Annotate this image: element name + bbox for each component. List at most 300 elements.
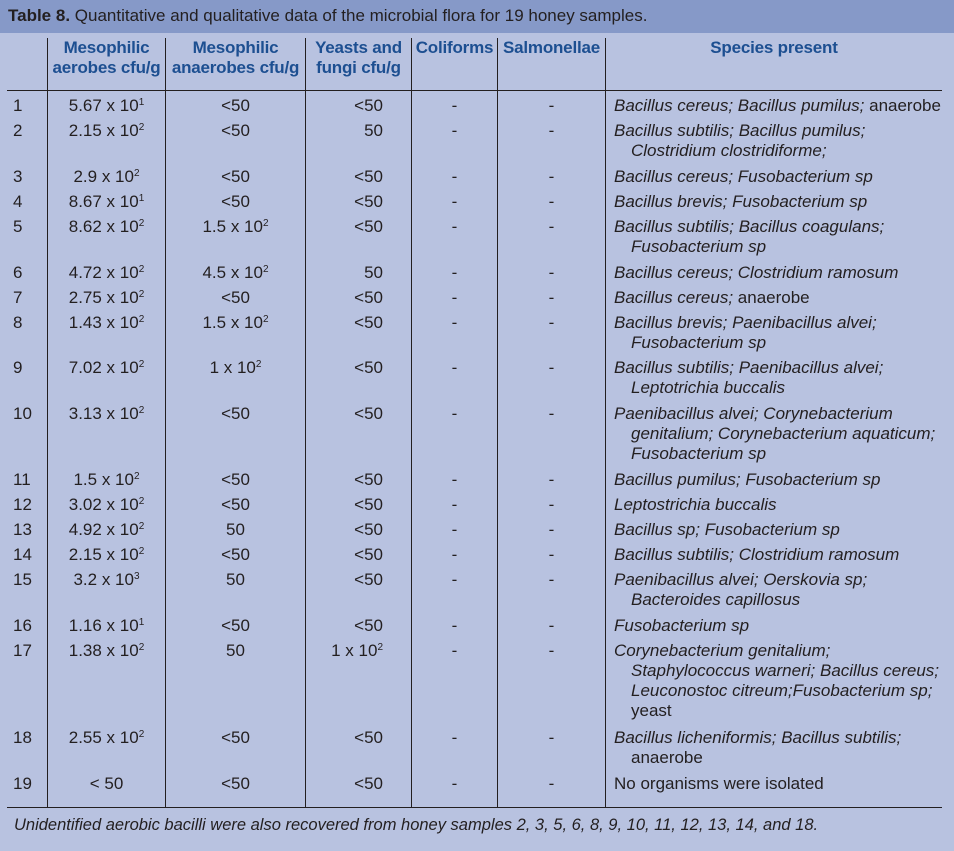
yeasts-fungi-value — [306, 167, 383, 187]
cell-value: 19 — [13, 774, 32, 793]
salmonellae-value — [498, 288, 605, 308]
yeasts-fungi-value — [306, 217, 383, 237]
exponent: 1 — [138, 193, 145, 204]
cell-value: <50 — [354, 404, 383, 423]
cell-value: - — [548, 358, 555, 377]
species-line: Fusobacterium sp — [614, 616, 750, 635]
yeasts-fungi-value — [306, 404, 383, 424]
cell-value: 14 — [13, 545, 32, 564]
cell-value: 2.75 x 10 — [68, 288, 139, 307]
cell-value: - — [451, 313, 458, 332]
cell-value: 1.5 x 10 — [73, 470, 134, 489]
coliforms-value — [412, 96, 497, 116]
cell-value: 2.15 x 10 — [68, 121, 139, 140]
salmonellae-value — [498, 192, 605, 212]
cell-value: - — [548, 217, 555, 236]
mesophilic-anaerobes-value — [166, 520, 305, 540]
species-present — [614, 192, 944, 212]
species-line: Bacillus subtilis; Paenibacillus alvei; — [614, 358, 884, 377]
cell-value: <50 — [221, 774, 250, 793]
mesophilic-anaerobes-value — [166, 263, 305, 283]
salmonellae-value — [498, 470, 605, 490]
exponent: 2 — [138, 122, 145, 133]
cell-value: 16 — [13, 616, 32, 635]
cell-value: 18 — [13, 728, 32, 747]
header-line: Species present — [710, 38, 838, 57]
salmonellae-value — [498, 520, 605, 540]
header-mesophilic-aerobes — [48, 38, 165, 78]
header-line: Mesophilic — [63, 38, 150, 57]
yeasts-fungi-value — [306, 495, 383, 515]
species-present — [614, 570, 944, 610]
cell-value: 1 x 10 — [209, 358, 256, 377]
mesophilic-anaerobes-value — [166, 495, 305, 515]
cell-value: - — [451, 774, 458, 793]
coliforms-value — [412, 288, 497, 308]
cell-value: 2 — [13, 121, 23, 140]
cell-value: 1 x 10 — [331, 641, 378, 660]
coliforms-value — [412, 616, 497, 636]
cell-value: 8 — [13, 313, 23, 332]
species-line: Fusobacterium sp — [631, 237, 767, 256]
cell-value: 1.5 x 10 — [202, 313, 263, 332]
cell-value: <50 — [221, 616, 250, 635]
yeasts-fungi-value — [306, 470, 383, 490]
exponent: 2 — [138, 642, 145, 653]
cell-value: <50 — [354, 358, 383, 377]
cell-value: 17 — [13, 641, 32, 660]
table-caption — [8, 6, 647, 26]
cell-value: - — [548, 263, 555, 282]
species-present — [614, 121, 944, 161]
exponent: 2 — [138, 496, 145, 507]
mesophilic-aerobes-value — [48, 217, 165, 237]
mesophilic-aerobes-value — [48, 520, 165, 540]
exponent: 2 — [138, 289, 145, 300]
exponent: 1 — [138, 97, 145, 108]
yeasts-fungi-value — [306, 313, 383, 333]
cell-value: 3.2 x 10 — [73, 570, 134, 589]
species-present — [614, 263, 944, 283]
cell-value: - — [451, 121, 458, 140]
mesophilic-aerobes-value — [48, 313, 165, 333]
mesophilic-anaerobes-value — [166, 641, 305, 661]
sample-number — [13, 545, 32, 565]
mesophilic-aerobes-value — [48, 470, 165, 490]
sample-number — [13, 288, 22, 308]
exponent: 2 — [138, 405, 145, 416]
mesophilic-aerobes-value — [48, 641, 165, 661]
exponent: 2 — [138, 314, 145, 325]
cell-value: - — [451, 520, 458, 539]
cell-value: 2.15 x 10 — [68, 545, 139, 564]
coliforms-value — [412, 470, 497, 490]
cell-value: - — [548, 728, 555, 747]
exponent: 2 — [262, 218, 269, 229]
species-line: Paenibacillus alvei; Corynebacterium — [614, 404, 893, 423]
header-line: Salmonellae — [502, 38, 600, 57]
species-line: Bacillus cereus; Clostridium ramosum — [614, 263, 899, 282]
exponent: 2 — [133, 471, 140, 482]
header-line: Mesophilic — [192, 38, 279, 57]
cell-value: - — [548, 545, 555, 564]
species-line: Bacillus licheniformis; Bacillus subtilis; — [614, 728, 902, 747]
cell-value: - — [548, 774, 555, 793]
salmonellae-value — [498, 167, 605, 187]
cell-value: - — [548, 96, 555, 115]
cell-value: 50 — [364, 263, 383, 282]
mesophilic-anaerobes-value — [166, 121, 305, 141]
mesophilic-anaerobes-value — [166, 313, 305, 333]
yeasts-fungi-value — [306, 728, 383, 748]
table-label: Table 8. — [8, 6, 71, 25]
sample-number — [13, 616, 32, 636]
cell-value: 8.62 x 10 — [68, 217, 139, 236]
cell-value: 15 — [13, 570, 32, 589]
header-line: anaerobes cfu/g — [171, 58, 300, 77]
exponent: 2 — [377, 642, 383, 653]
species-line: Leptotrichia buccalis — [631, 378, 786, 397]
header-line: fungi cfu/g — [316, 58, 401, 77]
cell-value: 9 — [13, 358, 23, 377]
mesophilic-aerobes-value — [48, 728, 165, 748]
species-present — [614, 616, 944, 636]
species-note: anaerobe — [737, 288, 810, 307]
header-line: Coliforms — [415, 38, 494, 57]
species-present — [614, 217, 944, 257]
salmonellae-value — [498, 217, 605, 237]
cell-value: <50 — [354, 288, 383, 307]
cell-value: <50 — [354, 728, 383, 747]
cell-value: - — [548, 570, 555, 589]
header-line: aerobes cfu/g — [52, 58, 161, 77]
cell-value: 6 — [13, 263, 23, 282]
cell-value: 8.67 x 10 — [68, 192, 139, 211]
exponent: 2 — [133, 168, 140, 179]
coliforms-value — [412, 495, 497, 515]
coliforms-value — [412, 545, 497, 565]
table-footnote: Unidentified aerobic bacilli were also recovered from honey samples 2, 3, 5, 6, 8, 9, 10, 11, 12, 13, 14, and 18. — [14, 816, 819, 834]
cell-value: <50 — [354, 774, 383, 793]
cell-value: 50 — [226, 570, 245, 589]
coliforms-value — [412, 263, 497, 283]
cell-value: 2.9 x 10 — [73, 167, 134, 186]
mesophilic-aerobes-value — [48, 616, 165, 636]
yeasts-fungi-value — [306, 263, 383, 283]
cell-value: <50 — [354, 313, 383, 332]
yeasts-fungi-value — [306, 616, 383, 636]
yeasts-fungi-value — [306, 358, 383, 378]
species-present — [614, 774, 944, 794]
header-salmonellae — [498, 38, 605, 58]
cell-value: <50 — [221, 96, 250, 115]
species-present — [614, 520, 944, 540]
cell-value: - — [548, 192, 555, 211]
species-line: anaerobe — [631, 748, 703, 767]
mesophilic-aerobes-value — [48, 404, 165, 424]
mesophilic-anaerobes-value — [166, 167, 305, 187]
cell-value: 4.92 x 10 — [68, 520, 139, 539]
cell-value: <50 — [221, 545, 250, 564]
salmonellae-value — [498, 728, 605, 748]
cell-value: <50 — [354, 192, 383, 211]
table-caption-bar — [0, 0, 954, 33]
cell-value: 5 — [13, 217, 23, 236]
cell-value: 12 — [13, 495, 32, 514]
sample-number — [13, 495, 32, 515]
exponent: 2 — [138, 359, 145, 370]
salmonellae-value — [498, 263, 605, 283]
species-line: Bacillus cereus; anaerobe — [614, 288, 810, 307]
salmonellae-value — [498, 358, 605, 378]
mesophilic-anaerobes-value — [166, 288, 305, 308]
mesophilic-anaerobes-value — [166, 96, 305, 116]
cell-value: <50 — [221, 470, 250, 489]
mesophilic-aerobes-value — [48, 358, 165, 378]
cell-value: 5.67 x 10 — [68, 96, 139, 115]
species-line: Bacillus pumilus; Fusobacterium sp — [614, 470, 881, 489]
cell-value: - — [548, 404, 555, 423]
table-caption-text: Quantitative and qualitative data of the microbial flora for 19 honey samples. — [74, 6, 648, 25]
species-present — [614, 470, 944, 490]
cell-value: 4 — [13, 192, 23, 211]
cell-value: <50 — [221, 495, 250, 514]
cell-value: <50 — [221, 167, 250, 186]
cell-value: 50 — [364, 121, 383, 140]
cell-value: 13 — [13, 520, 32, 539]
cell-value: 50 — [226, 520, 245, 539]
exponent: 3 — [133, 571, 140, 582]
species-line: Bacillus subtilis; Clostridium ramosum — [614, 545, 900, 564]
species-line: Bacillus brevis; Fusobacterium sp — [614, 192, 868, 211]
cell-value: 1.5 x 10 — [202, 217, 263, 236]
cell-value: - — [548, 167, 555, 186]
cell-value: <50 — [354, 470, 383, 489]
salmonellae-value — [498, 545, 605, 565]
cell-value: - — [451, 728, 458, 747]
cell-value: 2.55 x 10 — [68, 728, 139, 747]
coliforms-value — [412, 217, 497, 237]
cell-value: - — [451, 358, 458, 377]
species-line: Bacillus cereus; Bacillus pumilus; anaerobe — [614, 96, 941, 115]
cell-value: 3.13 x 10 — [68, 404, 139, 423]
cell-value: <50 — [354, 520, 383, 539]
cell-value: - — [451, 263, 458, 282]
cell-value: - — [451, 570, 458, 589]
sample-number — [13, 358, 22, 378]
sample-number — [13, 96, 22, 116]
exponent: 2 — [255, 359, 262, 370]
exponent: 2 — [138, 264, 145, 275]
sample-number — [13, 520, 32, 540]
cell-value: <50 — [221, 121, 250, 140]
salmonellae-value — [498, 641, 605, 661]
exponent: 2 — [262, 264, 269, 275]
yeasts-fungi-value — [306, 774, 383, 794]
yeasts-fungi-value — [306, 545, 383, 565]
cell-value: - — [548, 121, 555, 140]
cell-value: - — [451, 217, 458, 236]
species-line: Bacillus sp; Fusobacterium sp — [614, 520, 840, 539]
sample-number — [13, 728, 32, 748]
yeasts-fungi-value — [306, 641, 383, 661]
species-line: Bacillus subtilis; Bacillus coagulans; — [614, 217, 885, 236]
cell-value: - — [451, 404, 458, 423]
species-present — [614, 96, 944, 116]
sample-number — [13, 404, 32, 424]
mesophilic-aerobes-value — [48, 263, 165, 283]
salmonellae-value — [498, 495, 605, 515]
cell-value: 1.43 x 10 — [68, 313, 139, 332]
cell-value: - — [548, 288, 555, 307]
cell-value: - — [451, 641, 458, 660]
species-line: genitalium; Corynebacterium aquaticum; — [631, 424, 936, 443]
cell-value: 3 — [13, 167, 23, 186]
exponent: 2 — [138, 729, 145, 740]
species-line: Corynebacterium genitalium; — [614, 641, 831, 660]
species-present — [614, 495, 944, 515]
species-present — [614, 167, 944, 187]
header-species-present — [606, 38, 942, 58]
sample-number — [13, 217, 22, 237]
yeasts-fungi-value — [306, 288, 383, 308]
cell-value: < 50 — [89, 774, 124, 793]
mesophilic-anaerobes-value — [166, 192, 305, 212]
cell-value: 7.02 x 10 — [68, 358, 139, 377]
cell-value: <50 — [221, 192, 250, 211]
sample-number — [13, 774, 32, 794]
species-line: Paenibacillus alvei; Oerskovia sp; — [614, 570, 868, 589]
cell-value: - — [451, 470, 458, 489]
cell-value: - — [451, 495, 458, 514]
sample-number — [13, 192, 22, 212]
cell-value: - — [451, 192, 458, 211]
mesophilic-anaerobes-value — [166, 728, 305, 748]
cell-value: <50 — [354, 167, 383, 186]
cell-value: 7 — [13, 288, 23, 307]
coliforms-value — [412, 728, 497, 748]
mesophilic-anaerobes-value — [166, 404, 305, 424]
cell-value: - — [548, 520, 555, 539]
mesophilic-anaerobes-value — [166, 358, 305, 378]
yeasts-fungi-value — [306, 192, 383, 212]
header-mesophilic-anaerobes — [166, 38, 305, 78]
column-divider — [605, 38, 606, 807]
sample-number — [13, 313, 22, 333]
species-note: anaerobe — [869, 96, 941, 115]
salmonellae-value — [498, 96, 605, 116]
cell-value: <50 — [354, 217, 383, 236]
cell-value: 4.5 x 10 — [202, 263, 263, 282]
exponent: 2 — [138, 521, 145, 532]
species-line: Clostridium clostridiforme; — [631, 141, 827, 160]
cell-value: <50 — [221, 404, 250, 423]
coliforms-value — [412, 404, 497, 424]
coliforms-value — [412, 774, 497, 794]
species-line: Bacteroides capillosus — [631, 590, 801, 609]
cell-value: - — [548, 641, 555, 660]
sample-number — [13, 121, 22, 141]
species-present — [614, 313, 944, 353]
species-line: Bacillus subtilis; Bacillus pumilus; — [614, 121, 866, 140]
coliforms-value — [412, 167, 497, 187]
mesophilic-aerobes-value — [48, 167, 165, 187]
mesophilic-anaerobes-value — [166, 774, 305, 794]
sample-number — [13, 167, 22, 187]
cell-value: <50 — [354, 616, 383, 635]
header-line: Yeasts and — [315, 38, 402, 57]
cell-value: - — [548, 470, 555, 489]
bottom-rule — [7, 807, 942, 808]
yeasts-fungi-value — [306, 96, 383, 116]
salmonellae-value — [498, 121, 605, 141]
cell-value: - — [548, 495, 555, 514]
yeasts-fungi-value — [306, 121, 383, 141]
coliforms-value — [412, 520, 497, 540]
exponent: 2 — [138, 218, 145, 229]
mesophilic-anaerobes-value — [166, 616, 305, 636]
species-present — [614, 641, 944, 721]
yeasts-fungi-value — [306, 570, 383, 590]
cell-value: 4.72 x 10 — [68, 263, 139, 282]
yeasts-fungi-value — [306, 520, 383, 540]
exponent: 1 — [138, 617, 145, 628]
mesophilic-aerobes-value — [48, 288, 165, 308]
mesophilic-aerobes-value — [48, 96, 165, 116]
cell-value: 11 — [13, 470, 31, 489]
species-line: Leptostrichia buccalis — [614, 495, 777, 514]
cell-value: 10 — [13, 404, 32, 423]
coliforms-value — [412, 358, 497, 378]
mesophilic-aerobes-value — [48, 121, 165, 141]
salmonellae-value — [498, 774, 605, 794]
species-line: Bacillus brevis; Paenibacillus alvei; — [614, 313, 877, 332]
species-line: Fusobacterium sp — [631, 333, 767, 352]
mesophilic-anaerobes-value — [166, 570, 305, 590]
species-present — [614, 545, 944, 565]
cell-value: 3.02 x 10 — [68, 495, 139, 514]
mesophilic-anaerobes-value — [166, 545, 305, 565]
cell-value: 1.38 x 10 — [68, 641, 139, 660]
mesophilic-aerobes-value — [48, 570, 165, 590]
salmonellae-value — [498, 404, 605, 424]
cell-value: <50 — [354, 495, 383, 514]
species-line: yeast — [631, 701, 672, 720]
salmonellae-value — [498, 313, 605, 333]
header-yeasts-fungi — [306, 38, 411, 78]
sample-number — [13, 570, 32, 590]
exponent: 2 — [138, 546, 145, 557]
cell-value: - — [548, 313, 555, 332]
species-present — [614, 404, 944, 464]
species-line: Leuconostoc citreum;Fusobacterium sp; — [631, 681, 933, 700]
mesophilic-aerobes-value — [48, 495, 165, 515]
salmonellae-value — [498, 616, 605, 636]
coliforms-value — [412, 641, 497, 661]
salmonellae-value — [498, 570, 605, 590]
cell-value: 1 — [13, 96, 23, 115]
mesophilic-anaerobes-value — [166, 470, 305, 490]
species-line: Bacillus cereus; Fusobacterium sp — [614, 167, 873, 186]
cell-value: <50 — [221, 288, 250, 307]
coliforms-value — [412, 570, 497, 590]
species-present — [614, 288, 944, 308]
species-line: Staphylococcus warneri; Bacillus cereus; — [631, 661, 940, 680]
species-line: Fusobacterium sp — [631, 444, 767, 463]
sample-number — [13, 470, 31, 490]
mesophilic-aerobes-value — [48, 545, 165, 565]
header-rule — [7, 90, 942, 91]
